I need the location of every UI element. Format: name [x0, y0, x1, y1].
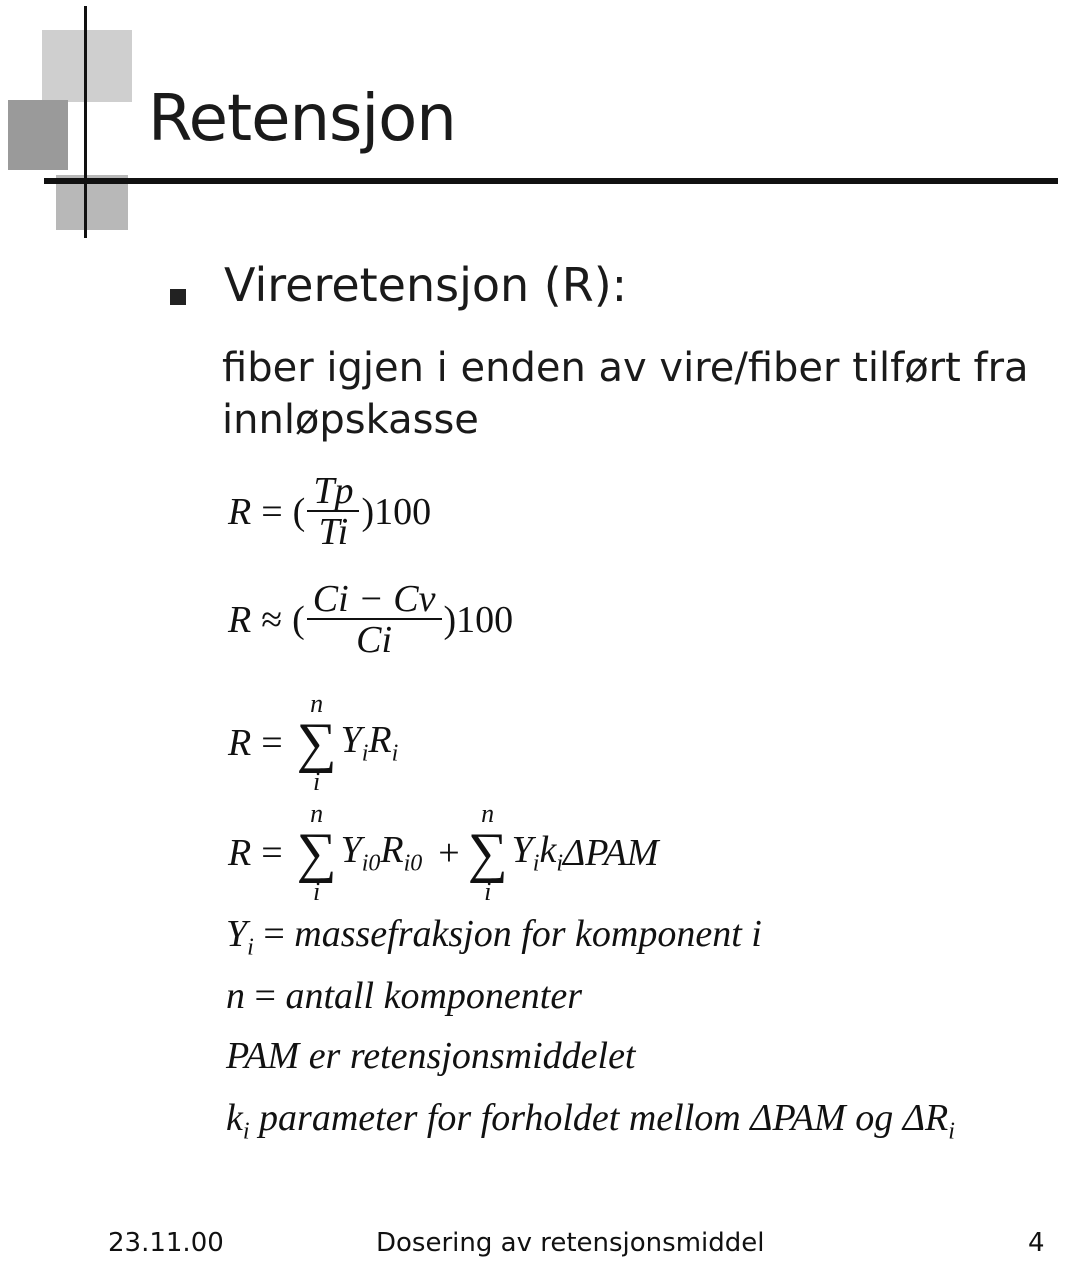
slide-title: Retensjon	[148, 82, 456, 156]
summation: n ∑ i	[467, 799, 508, 906]
decor-vertical-line	[84, 6, 87, 238]
footer-date: 23.11.00	[108, 1228, 224, 1258]
bullet-icon	[170, 289, 186, 305]
decor-square	[42, 30, 132, 102]
fraction: $\frac{Ci - Cv}{Ci}$	[307, 580, 442, 660]
equation-3: R = n ∑ i $Y_iR_i$	[228, 689, 399, 796]
summation: n ∑ i	[296, 799, 337, 906]
footer-title: Dosering av retensjonsmiddel	[376, 1228, 765, 1258]
summation: n ∑ i	[296, 689, 337, 796]
definition-n: n = antall komponenter	[226, 975, 582, 1017]
equation-2: R ≈ ( $\frac{Ci - Cv}{Ci}$ ) 100	[228, 578, 514, 661]
title-underline	[44, 178, 1058, 184]
definition-yi: $Y_i$ = massefraksjon for komponent i	[226, 913, 762, 961]
decor-square	[8, 100, 68, 170]
definition-pam: PAM er retensjonsmiddelet	[226, 1035, 636, 1077]
bullet-description: fiber igjen i enden av vire/fiber tilført fra innløpskasse	[222, 345, 1029, 443]
equation-4: R = n ∑ i $Y_{i0}R_{i0}$ + n ∑ i $Y_ik_i$ ΔPAM	[228, 799, 659, 906]
definition-ki: $k_i$ parameter for forholdet mellom ΔPAM og $\Delta R_i$	[226, 1097, 955, 1145]
fraction: $\frac{Tp}{Ti}$	[307, 472, 359, 552]
page-number: 4	[1028, 1228, 1045, 1258]
bullet-heading: Vireretensjon (R):	[224, 258, 628, 312]
equation-1: R = ( $\frac{Tp}{Ti}$ ) 100	[228, 470, 432, 553]
